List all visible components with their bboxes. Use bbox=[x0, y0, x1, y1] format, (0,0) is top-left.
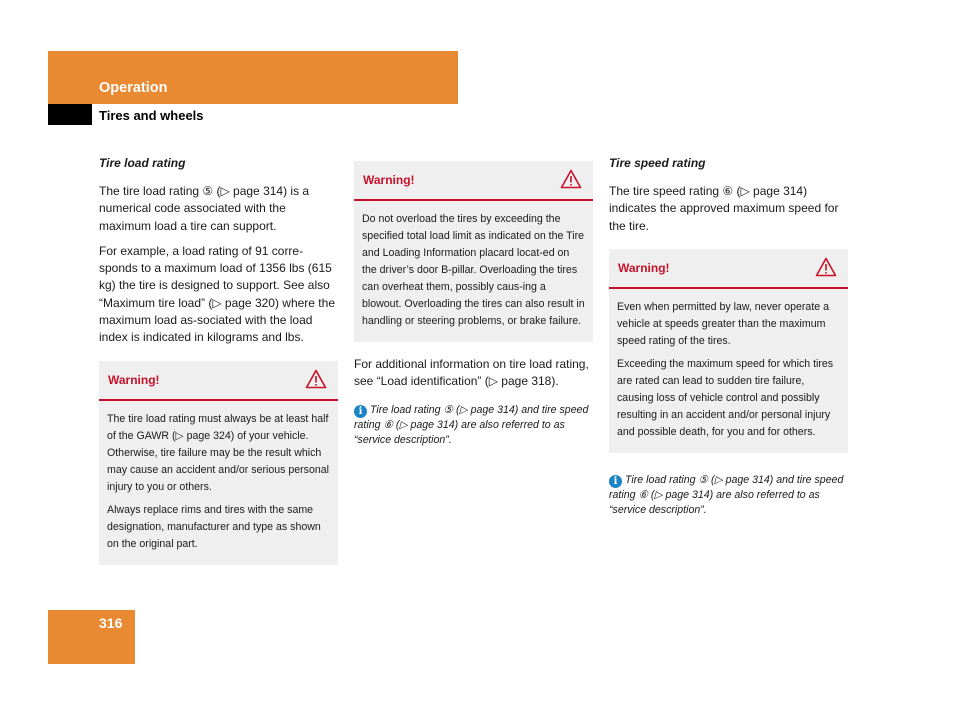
warning-label: Warning! bbox=[363, 173, 415, 187]
paragraph: For example, a load rating of 91 corre-sponds to a maximum load of 1356 lbs (615 kg) the tire is designed to support. See also “Maximum tire load” (▷ page 320) where the maximum load as-sociated with the load index is indicated in kilograms and lbs. bbox=[99, 243, 335, 345]
info-note bbox=[354, 403, 594, 449]
warning-text: Even when permitted by law, never operate a vehicle at speeds greater than the maximum speed rating of the tires. bbox=[617, 300, 829, 347]
warning-header bbox=[99, 361, 338, 401]
warning-triangle-icon bbox=[815, 257, 837, 277]
column-1 bbox=[99, 156, 339, 565]
warning-triangle-icon bbox=[560, 169, 582, 189]
paragraph: The tire load rating ⑤ (▷ page 314) is a numerical code associated with the maximum load a tire can support. bbox=[99, 184, 310, 233]
info-icon: i bbox=[609, 475, 622, 488]
info-icon: i bbox=[354, 405, 367, 418]
warning-text: Exceeding the maximum speed for which tires are rated can lead to sudden tire failure, causing loss of vehicle control and possibly resulting in an accident and/or personal injury and possible death, for you and for others. bbox=[617, 357, 834, 438]
warning-label: Warning! bbox=[618, 260, 670, 275]
tire-load-rating-heading: Tire load rating bbox=[99, 156, 186, 170]
subsection-marker bbox=[48, 104, 92, 125]
column-3 bbox=[609, 156, 849, 519]
warning-text: The tire load rating must always be at least half of the GAWR (▷ page 324) of your vehicle. Otherwise, tire failure may be the result which may cause an accident and/or serious personal injury to you or others. bbox=[107, 412, 330, 493]
info-note-text: Tire load rating ⑤ (▷ page 314) and tire speed rating ⑥ (▷ page 314) are also referred to as “service description”. bbox=[354, 403, 589, 446]
column-2 bbox=[354, 161, 594, 448]
subsection-title: Tires and wheels bbox=[99, 108, 204, 123]
warning-header bbox=[354, 161, 593, 201]
paragraph: The tire speed rating ⑥ (▷ page 314) indicates the approved maximum speed for the tire. bbox=[609, 184, 839, 233]
warning-text: Always replace rims and tires with the same designation, manufacturer and type as shown on the original part. bbox=[107, 503, 321, 550]
warning-header bbox=[609, 249, 848, 289]
warning-box bbox=[609, 249, 848, 453]
tire-speed-rating-heading: Tire speed rating bbox=[609, 156, 706, 170]
warning-box bbox=[354, 161, 593, 342]
section-title: Operation bbox=[99, 80, 168, 96]
warning-triangle-icon bbox=[305, 369, 327, 389]
warning-box bbox=[99, 361, 338, 565]
info-note-text: Tire load rating ⑤ (▷ page 314) and tire speed rating ⑥ (▷ page 314) are also referred to as “service description”. bbox=[609, 473, 844, 517]
page-number: 316 bbox=[99, 615, 123, 631]
warning-label: Warning! bbox=[108, 372, 160, 387]
warning-text: Do not overload the tires by exceeding the specified total load limit as indicated on the Tire and Loading Information placard locat-ed on the driver’s door B-pillar. Overloading the tires can overheat them, possibly caus-ing a blowout. Overloading the tires can also result in handling or steering problems, or brake failure. bbox=[362, 213, 585, 327]
paragraph: For additional information on tire load rating, see “Load identification” (▷ page 318). bbox=[354, 357, 589, 389]
header-bar bbox=[48, 51, 458, 104]
info-note bbox=[609, 473, 849, 519]
